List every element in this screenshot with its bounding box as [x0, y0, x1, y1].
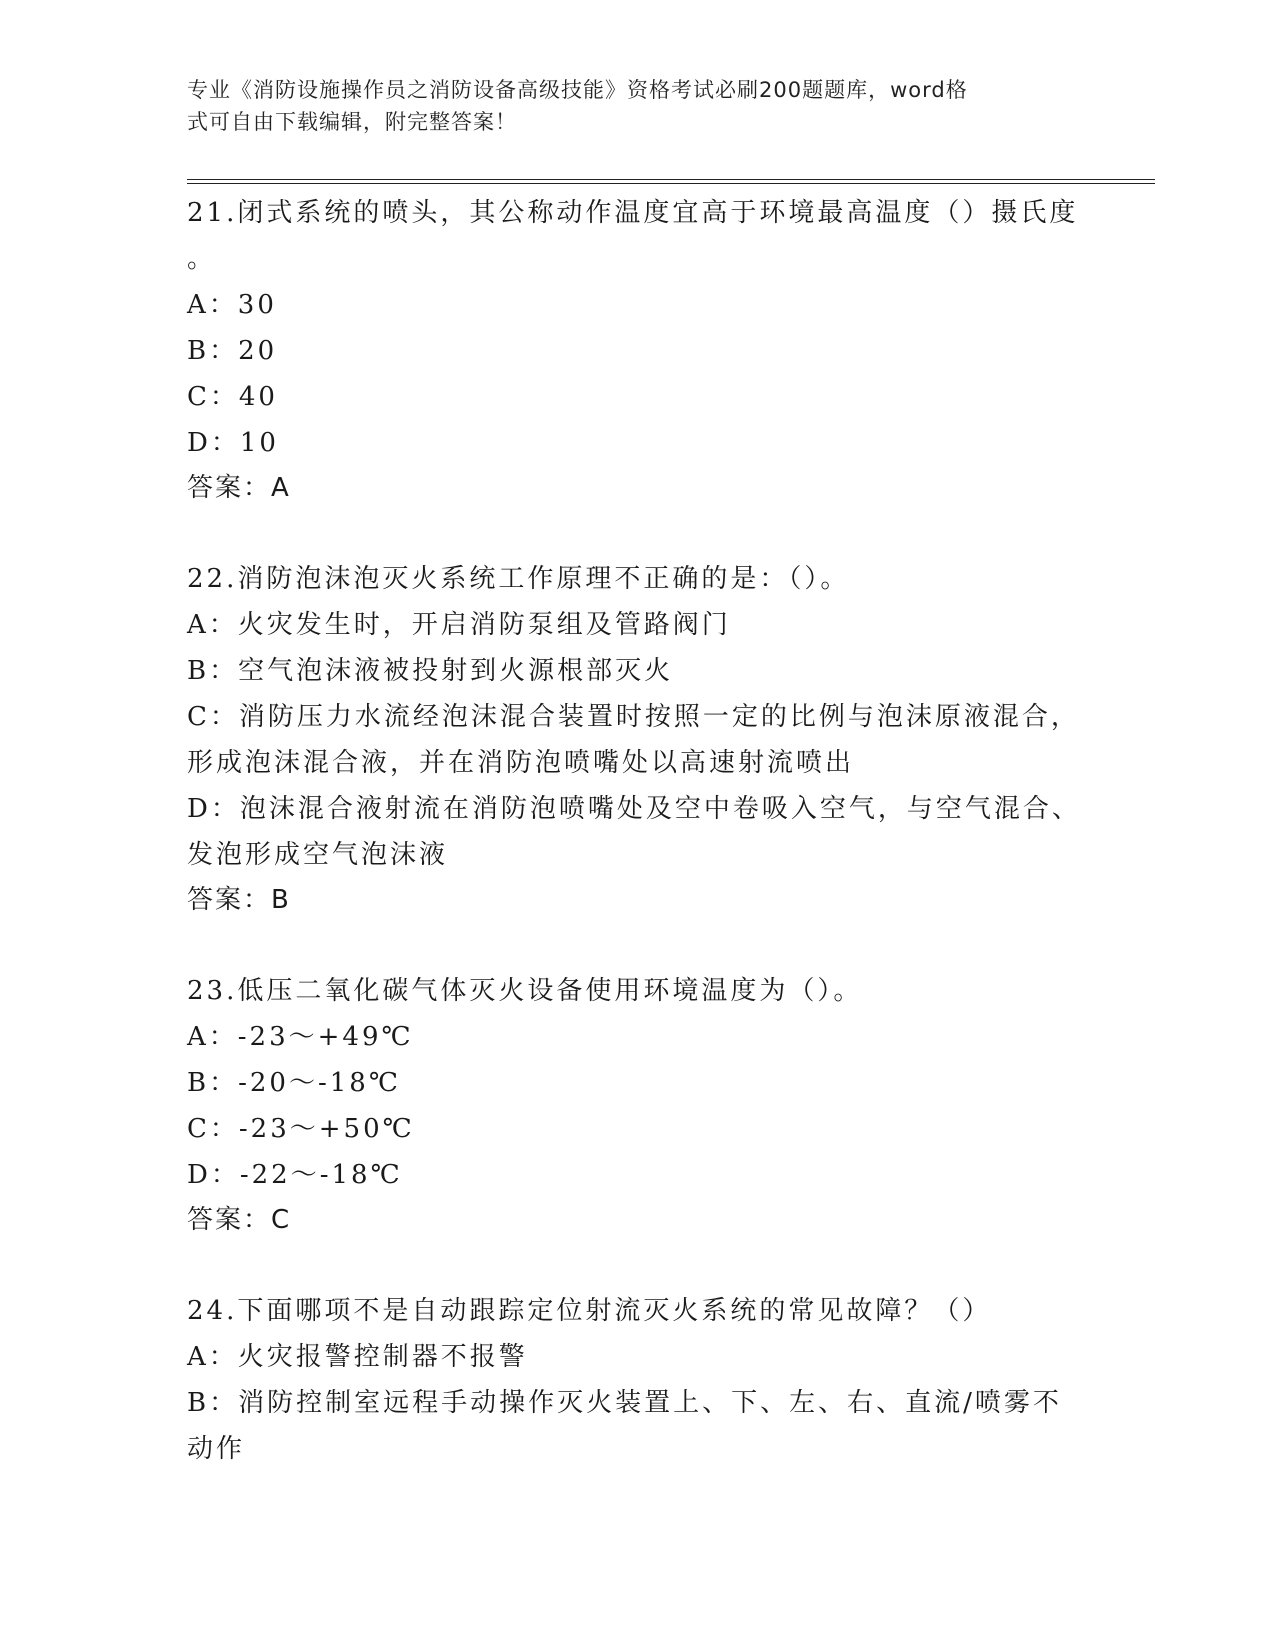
question-22-option-c-continued: 形成泡沫混合液，并在消防泡喷嘴处以高速射流喷出	[187, 748, 855, 778]
question-21-stem: 21.闭式系统的喷头，其公称动作温度宜高于环境最高温度（）摄氏度	[187, 198, 1079, 228]
header-line-1: 专业《消防设施操作员之消防设备高级技能》资格考试必刷200题题库，word格	[187, 78, 968, 102]
question-22-option-b: B：空气泡沫液被投射到火源根部灭火	[187, 656, 674, 686]
question-21-option-a: A：30	[187, 290, 277, 320]
question-23-option-b: B：-20～-18℃	[187, 1068, 401, 1098]
question-23-option-a: A：-23～+49℃	[187, 1022, 414, 1052]
question-24	[187, 1288, 1087, 1472]
question-21-stem-continued: 。	[187, 244, 217, 274]
question-22-stem: 22.消防泡沫泡灭火系统工作原理不正确的是：（）。	[187, 564, 850, 594]
header-divider-top	[187, 179, 1155, 180]
question-22	[187, 556, 1087, 922]
question-24-option-a: A：火灾报警控制器不报警	[187, 1342, 528, 1372]
header-line-2: 式可自由下载编辑，附完整答案！	[187, 110, 517, 134]
question-23-option-c: C：-23～+50℃	[187, 1114, 415, 1144]
question-22-option-c: C：消防压力水流经泡沫混合装置时按照一定的比例与泡沫原液混合，	[187, 702, 1080, 732]
question-22-option-d-continued: 发泡形成空气泡沫液	[187, 840, 449, 870]
question-list	[187, 190, 1087, 1472]
question-23	[187, 968, 1087, 1242]
question-24-option-b: B：消防控制室远程手动操作灭火装置上、下、左、右、直流/喷雾不	[187, 1388, 1062, 1418]
header-divider-bottom	[187, 183, 1155, 184]
question-22-option-a: A：火灾发生时，开启消防泵组及管路阀门	[187, 610, 731, 640]
question-23-stem: 23.低压二氧化碳气体灭火设备使用环境温度为（）。	[187, 976, 863, 1006]
document-header	[187, 74, 1067, 138]
question-21	[187, 190, 1087, 510]
question-23-option-d: D：-22～-18℃	[187, 1160, 403, 1190]
question-21-option-b: B：20	[187, 336, 278, 366]
question-21-answer: 答案：A	[187, 473, 291, 503]
question-24-option-b-continued: 动作	[187, 1434, 246, 1464]
question-24-stem: 24.下面哪项不是自动跟踪定位射流灭火系统的常见故障？（）	[187, 1296, 992, 1326]
question-21-option-c: C：40	[187, 382, 278, 412]
question-22-option-d: D：泡沫混合液射流在消防泡喷嘴处及空中卷吸入空气，与空气混合、	[187, 794, 1081, 824]
question-23-answer: 答案：C	[187, 1205, 292, 1235]
question-21-option-d: D：10	[187, 428, 279, 458]
question-22-answer: 答案：B	[187, 885, 291, 915]
